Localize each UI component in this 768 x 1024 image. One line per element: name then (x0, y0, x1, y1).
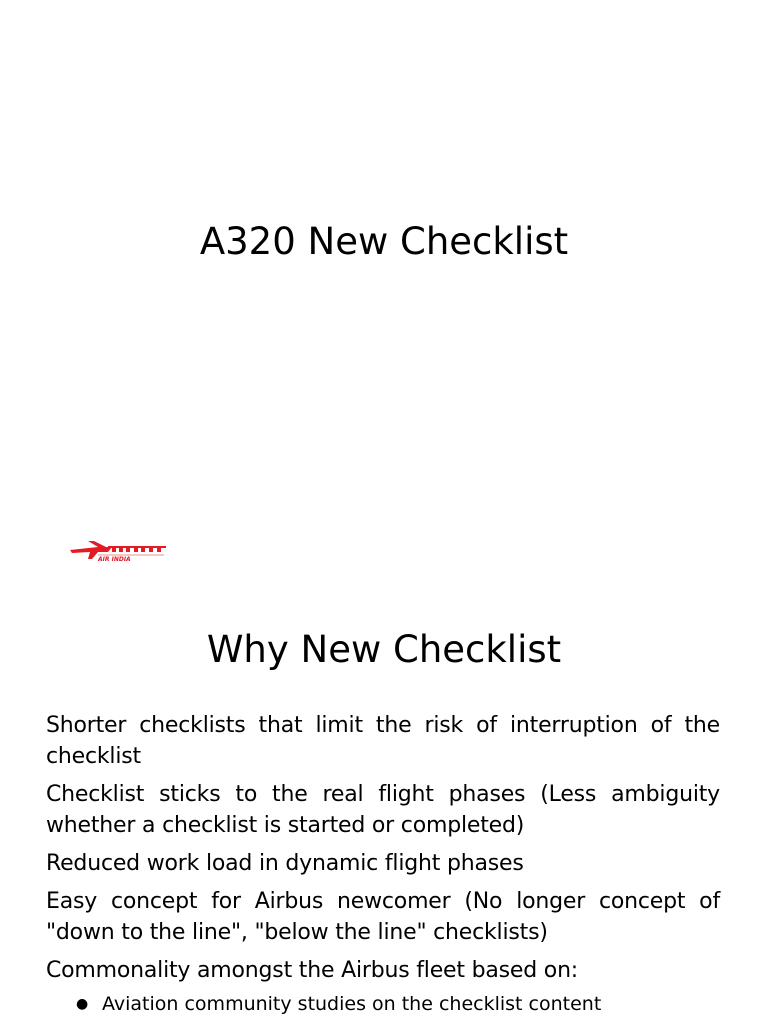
sub-bullet-text: Aviation community studies on the checklist content (102, 993, 602, 1015)
bullet-item: Reduced work load in dynamic flight phases (46, 851, 524, 876)
bullet-dot-icon: ● (76, 996, 89, 1012)
slide-title: A320 New Checklist (199, 220, 569, 263)
bullet-item: Shorter checklists that limit the risk of interruption of the checklist (46, 713, 720, 769)
slide-why-new-checklist (0, 590, 768, 1024)
sub-bullet-item (76, 991, 736, 1017)
bullet-item: Checklist sticks to the real flight phases (Less ambiguity whether a checklist is started or completed) (46, 782, 720, 838)
slide-title: Why New Checklist (206, 628, 562, 671)
bullet-item: Commonality amongst the Airbus fleet based on: (46, 958, 579, 983)
bullet-item: Easy concept for Airbus newcomer (No longer concept of "down to the line", "below the line" checklists) (46, 889, 720, 945)
svg-text:AIR INDIA: AIR INDIA (98, 556, 131, 563)
bullet-list (46, 710, 720, 993)
air-india-logo-icon (68, 535, 168, 563)
sub-bullet-list (76, 991, 736, 1017)
